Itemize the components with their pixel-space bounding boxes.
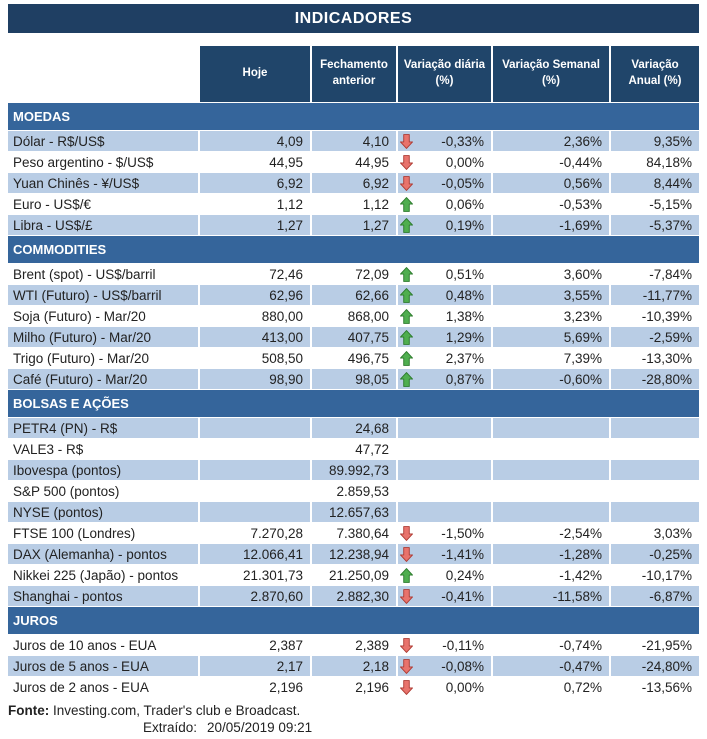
row-label: FTSE 100 (Londres) — [8, 523, 198, 543]
variacao-diaria-value: 0,00% — [445, 154, 484, 170]
variacao-diaria-value: 1,38% — [445, 308, 484, 324]
source-text: Investing.com, Trader's club e Broadcast. — [49, 703, 301, 718]
arrow-up-icon — [400, 288, 413, 303]
table-row — [8, 131, 699, 151]
variacao-diaria-cell — [398, 306, 491, 326]
row-label: NYSE (pontos) — [8, 502, 198, 522]
variacao-semanal-value: -0,74% — [493, 635, 609, 655]
page-title — [8, 4, 699, 33]
hoje-value: 12.066,41 — [200, 544, 310, 564]
arrow-up-icon — [400, 568, 413, 583]
hoje-value: 880,00 — [200, 306, 310, 326]
fechamento-value: 2,389 — [312, 635, 396, 655]
variacao-diaria-value: 1,29% — [445, 329, 484, 345]
hoje-value: 21.301,73 — [200, 565, 310, 585]
column-header-hoje: Hoje — [200, 46, 310, 102]
table-row — [8, 418, 699, 438]
variacao-diaria-value: 0,87% — [445, 371, 484, 387]
variacao-anual-value: 8,44% — [611, 173, 699, 193]
row-label: Yuan Chinês - ¥/US$ — [8, 173, 198, 193]
variacao-diaria-cell — [398, 544, 491, 564]
row-label: Café (Futuro) - Mar/20 — [8, 369, 198, 389]
fechamento-value: 7.380,64 — [312, 523, 396, 543]
table-row — [8, 565, 699, 585]
row-label: Trigo (Futuro) - Mar/20 — [8, 348, 198, 368]
hoje-value: 2,196 — [200, 677, 310, 697]
fechamento-value: 21.250,09 — [312, 565, 396, 585]
variacao-semanal-value — [493, 481, 609, 501]
fechamento-value: 1,27 — [312, 215, 396, 235]
arrow-up-icon — [400, 351, 413, 366]
row-label: DAX (Alemanha) - pontos — [8, 544, 198, 564]
variacao-diaria-cell — [398, 565, 491, 585]
table-row — [8, 635, 699, 655]
section-header-bolsas-e-acoes: BOLSAS E AÇÕES — [8, 390, 699, 417]
variacao-semanal-value — [493, 418, 609, 438]
column-header-variacao-diaria: Variação diária (%) — [398, 46, 491, 102]
source-line — [8, 703, 699, 718]
variacao-diaria-cell — [398, 348, 491, 368]
hoje-value: 72,46 — [200, 264, 310, 284]
row-label: Brent (spot) - US$/barril — [8, 264, 198, 284]
variacao-anual-value: -24,80% — [611, 656, 699, 676]
variacao-diaria-value: 2,37% — [445, 350, 484, 366]
table-row — [8, 173, 699, 193]
fechamento-value: 12.238,94 — [312, 544, 396, 564]
table-row — [8, 194, 699, 214]
variacao-anual-value: -2,59% — [611, 327, 699, 347]
hoje-value: 508,50 — [200, 348, 310, 368]
fechamento-value: 24,68 — [312, 418, 396, 438]
arrow-down-icon — [400, 680, 413, 695]
row-label: Juros de 10 anos - EUA — [8, 635, 198, 655]
row-label: Juros de 5 anos - EUA — [8, 656, 198, 676]
variacao-diaria-value: 0,48% — [445, 287, 484, 303]
extracted-label: Extraído: — [143, 720, 198, 735]
fechamento-value: 6,92 — [312, 173, 396, 193]
hoje-value — [200, 418, 310, 438]
variacao-diaria-cell — [398, 502, 491, 522]
row-label: Soja (Futuro) - Mar/20 — [8, 306, 198, 326]
variacao-semanal-value — [493, 439, 609, 459]
variacao-semanal-value: -0,53% — [493, 194, 609, 214]
variacao-semanal-value: 2,36% — [493, 131, 609, 151]
variacao-diaria-cell — [398, 460, 491, 480]
row-label: Euro - US$/€ — [8, 194, 198, 214]
variacao-diaria-cell — [398, 194, 491, 214]
variacao-semanal-value: -11,58% — [493, 586, 609, 606]
extracted-line — [8, 720, 699, 735]
hoje-value: 1,12 — [200, 194, 310, 214]
variacao-diaria-value: 0,19% — [445, 217, 484, 233]
table-row — [8, 544, 699, 564]
fechamento-value: 407,75 — [312, 327, 396, 347]
column-header-variacao-semanal: Variação Semanal (%) — [493, 46, 609, 102]
fechamento-value: 4,10 — [312, 131, 396, 151]
arrow-down-icon — [400, 659, 413, 674]
arrow-up-icon — [400, 372, 413, 387]
fechamento-value: 868,00 — [312, 306, 396, 326]
arrow-down-icon — [400, 176, 413, 191]
table-row — [8, 523, 699, 543]
variacao-diaria-cell — [398, 481, 491, 501]
hoje-value: 6,92 — [200, 173, 310, 193]
hoje-value — [200, 481, 310, 501]
variacao-diaria-value: 0,51% — [445, 266, 484, 282]
variacao-anual-value — [611, 481, 699, 501]
row-label: Juros de 2 anos - EUA — [8, 677, 198, 697]
table-row — [8, 215, 699, 235]
table-body — [8, 103, 699, 697]
fechamento-value: 1,12 — [312, 194, 396, 214]
variacao-diaria-value: 0,24% — [445, 567, 484, 583]
column-header-fechamento: Fechamento anterior — [312, 46, 396, 102]
fechamento-value: 72,09 — [312, 264, 396, 284]
fechamento-value: 44,95 — [312, 152, 396, 172]
variacao-semanal-value: -0,44% — [493, 152, 609, 172]
variacao-semanal-value: -0,47% — [493, 656, 609, 676]
variacao-anual-value — [611, 439, 699, 459]
table-row — [8, 481, 699, 501]
variacao-anual-value: -6,87% — [611, 586, 699, 606]
variacao-diaria-cell — [398, 327, 491, 347]
table-row — [8, 264, 699, 284]
arrow-down-icon — [400, 547, 413, 562]
table-row — [8, 285, 699, 305]
variacao-anual-value: -5,15% — [611, 194, 699, 214]
variacao-diaria-cell — [398, 264, 491, 284]
row-label: Nikkei 225 (Japão) - pontos — [8, 565, 198, 585]
variacao-anual-value: 9,35% — [611, 131, 699, 151]
variacao-diaria-cell — [398, 285, 491, 305]
arrow-up-icon — [400, 218, 413, 233]
variacao-anual-value: 84,18% — [611, 152, 699, 172]
variacao-anual-value: -21,95% — [611, 635, 699, 655]
variacao-diaria-value: -0,05% — [441, 175, 484, 191]
variacao-semanal-value: -2,54% — [493, 523, 609, 543]
variacao-diaria-cell — [398, 173, 491, 193]
variacao-anual-value: -7,84% — [611, 264, 699, 284]
table-row — [8, 460, 699, 480]
variacao-anual-value: -5,37% — [611, 215, 699, 235]
variacao-diaria-cell — [398, 586, 491, 606]
variacao-diaria-value: 0,06% — [445, 196, 484, 212]
row-label: Shanghai - pontos — [8, 586, 198, 606]
footer — [8, 703, 699, 735]
variacao-diaria-value: -1,41% — [441, 546, 484, 562]
variacao-diaria-value: -0,41% — [441, 588, 484, 604]
hoje-value: 62,96 — [200, 285, 310, 305]
variacao-semanal-value: -0,60% — [493, 369, 609, 389]
variacao-diaria-value: -0,08% — [441, 658, 484, 674]
table-row — [8, 656, 699, 676]
hoje-value: 413,00 — [200, 327, 310, 347]
fechamento-value: 98,05 — [312, 369, 396, 389]
arrow-down-icon — [400, 589, 413, 604]
fechamento-value: 2.859,53 — [312, 481, 396, 501]
arrow-up-icon — [400, 197, 413, 212]
table-row — [8, 348, 699, 368]
hoje-value — [200, 502, 310, 522]
fechamento-value: 2.882,30 — [312, 586, 396, 606]
column-header-variacao-anual: Variação Anual (%) — [611, 46, 699, 102]
arrow-down-icon — [400, 134, 413, 149]
fechamento-value: 89.992,73 — [312, 460, 396, 480]
row-label: Peso argentino - $/US$ — [8, 152, 198, 172]
row-label: WTI (Futuro) - US$/barril — [8, 285, 198, 305]
variacao-diaria-cell — [398, 418, 491, 438]
fechamento-value: 496,75 — [312, 348, 396, 368]
row-label: Libra - US$/£ — [8, 215, 198, 235]
variacao-anual-value — [611, 460, 699, 480]
variacao-diaria-value: -0,11% — [442, 637, 484, 653]
variacao-semanal-value: 3,23% — [493, 306, 609, 326]
header-spacer — [8, 46, 198, 102]
hoje-value: 2.870,60 — [200, 586, 310, 606]
hoje-value: 7.270,28 — [200, 523, 310, 543]
variacao-diaria-value: 0,00% — [445, 679, 484, 695]
variacao-anual-value — [611, 502, 699, 522]
fechamento-value: 62,66 — [312, 285, 396, 305]
fechamento-value: 2,196 — [312, 677, 396, 697]
table-row — [8, 677, 699, 697]
variacao-anual-value: -10,39% — [611, 306, 699, 326]
variacao-diaria-cell — [398, 677, 491, 697]
variacao-diaria-cell — [398, 656, 491, 676]
row-label: VALE3 - R$ — [8, 439, 198, 459]
variacao-diaria-value: -1,50% — [441, 525, 484, 541]
variacao-anual-value: -11,77% — [611, 285, 699, 305]
table-row — [8, 439, 699, 459]
variacao-semanal-value — [493, 502, 609, 522]
hoje-value: 4,09 — [200, 131, 310, 151]
column-header-row — [8, 46, 699, 102]
section-header-juros: JUROS — [8, 607, 699, 634]
variacao-anual-value: -13,30% — [611, 348, 699, 368]
variacao-semanal-value: -1,69% — [493, 215, 609, 235]
row-label: PETR4 (PN) - R$ — [8, 418, 198, 438]
table-row — [8, 327, 699, 347]
variacao-anual-value: -13,56% — [611, 677, 699, 697]
variacao-semanal-value — [493, 460, 609, 480]
variacao-semanal-value: 3,60% — [493, 264, 609, 284]
fechamento-value: 12.657,63 — [312, 502, 396, 522]
hoje-value: 98,90 — [200, 369, 310, 389]
arrow-up-icon — [400, 267, 413, 282]
variacao-anual-value — [611, 418, 699, 438]
table-row — [8, 586, 699, 606]
variacao-semanal-value: 5,69% — [493, 327, 609, 347]
row-label: S&P 500 (pontos) — [8, 481, 198, 501]
variacao-anual-value: -28,80% — [611, 369, 699, 389]
variacao-semanal-value: -1,28% — [493, 544, 609, 564]
arrow-down-icon — [400, 638, 413, 653]
variacao-semanal-value: 7,39% — [493, 348, 609, 368]
variacao-diaria-value: -0,33% — [441, 133, 484, 149]
hoje-value — [200, 460, 310, 480]
variacao-diaria-cell — [398, 635, 491, 655]
fechamento-value: 47,72 — [312, 439, 396, 459]
variacao-semanal-value: 0,56% — [493, 173, 609, 193]
table-row — [8, 152, 699, 172]
variacao-diaria-cell — [398, 131, 491, 151]
variacao-anual-value: 3,03% — [611, 523, 699, 543]
variacao-diaria-cell — [398, 215, 491, 235]
section-header-moedas: MOEDAS — [8, 103, 699, 130]
variacao-semanal-value: 0,72% — [493, 677, 609, 697]
hoje-value: 2,387 — [200, 635, 310, 655]
page-title-text: INDICADORES — [294, 9, 413, 27]
variacao-diaria-cell — [398, 369, 491, 389]
arrow-down-icon — [400, 526, 413, 541]
variacao-semanal-value: -1,42% — [493, 565, 609, 585]
arrow-down-icon — [400, 155, 413, 170]
hoje-value: 2,17 — [200, 656, 310, 676]
variacao-anual-value: -10,17% — [611, 565, 699, 585]
extracted-timestamp: 20/05/2019 09:21 — [207, 720, 313, 735]
variacao-diaria-cell — [398, 152, 491, 172]
arrow-up-icon — [400, 309, 413, 324]
variacao-anual-value: -0,25% — [611, 544, 699, 564]
row-label: Dólar - R$/US$ — [8, 131, 198, 151]
hoje-value: 44,95 — [200, 152, 310, 172]
section-header-commodities: COMMODITIES — [8, 236, 699, 263]
fechamento-value: 2,18 — [312, 656, 396, 676]
table-row — [8, 306, 699, 326]
variacao-semanal-value: 3,55% — [493, 285, 609, 305]
row-label: Ibovespa (pontos) — [8, 460, 198, 480]
variacao-diaria-cell — [398, 523, 491, 543]
variacao-diaria-cell — [398, 439, 491, 459]
source-label: Fonte: — [8, 703, 50, 718]
hoje-value — [200, 439, 310, 459]
arrow-up-icon — [400, 330, 413, 345]
row-label: Milho (Futuro) - Mar/20 — [8, 327, 198, 347]
table-row — [8, 369, 699, 389]
table-row — [8, 502, 699, 522]
hoje-value: 1,27 — [200, 215, 310, 235]
